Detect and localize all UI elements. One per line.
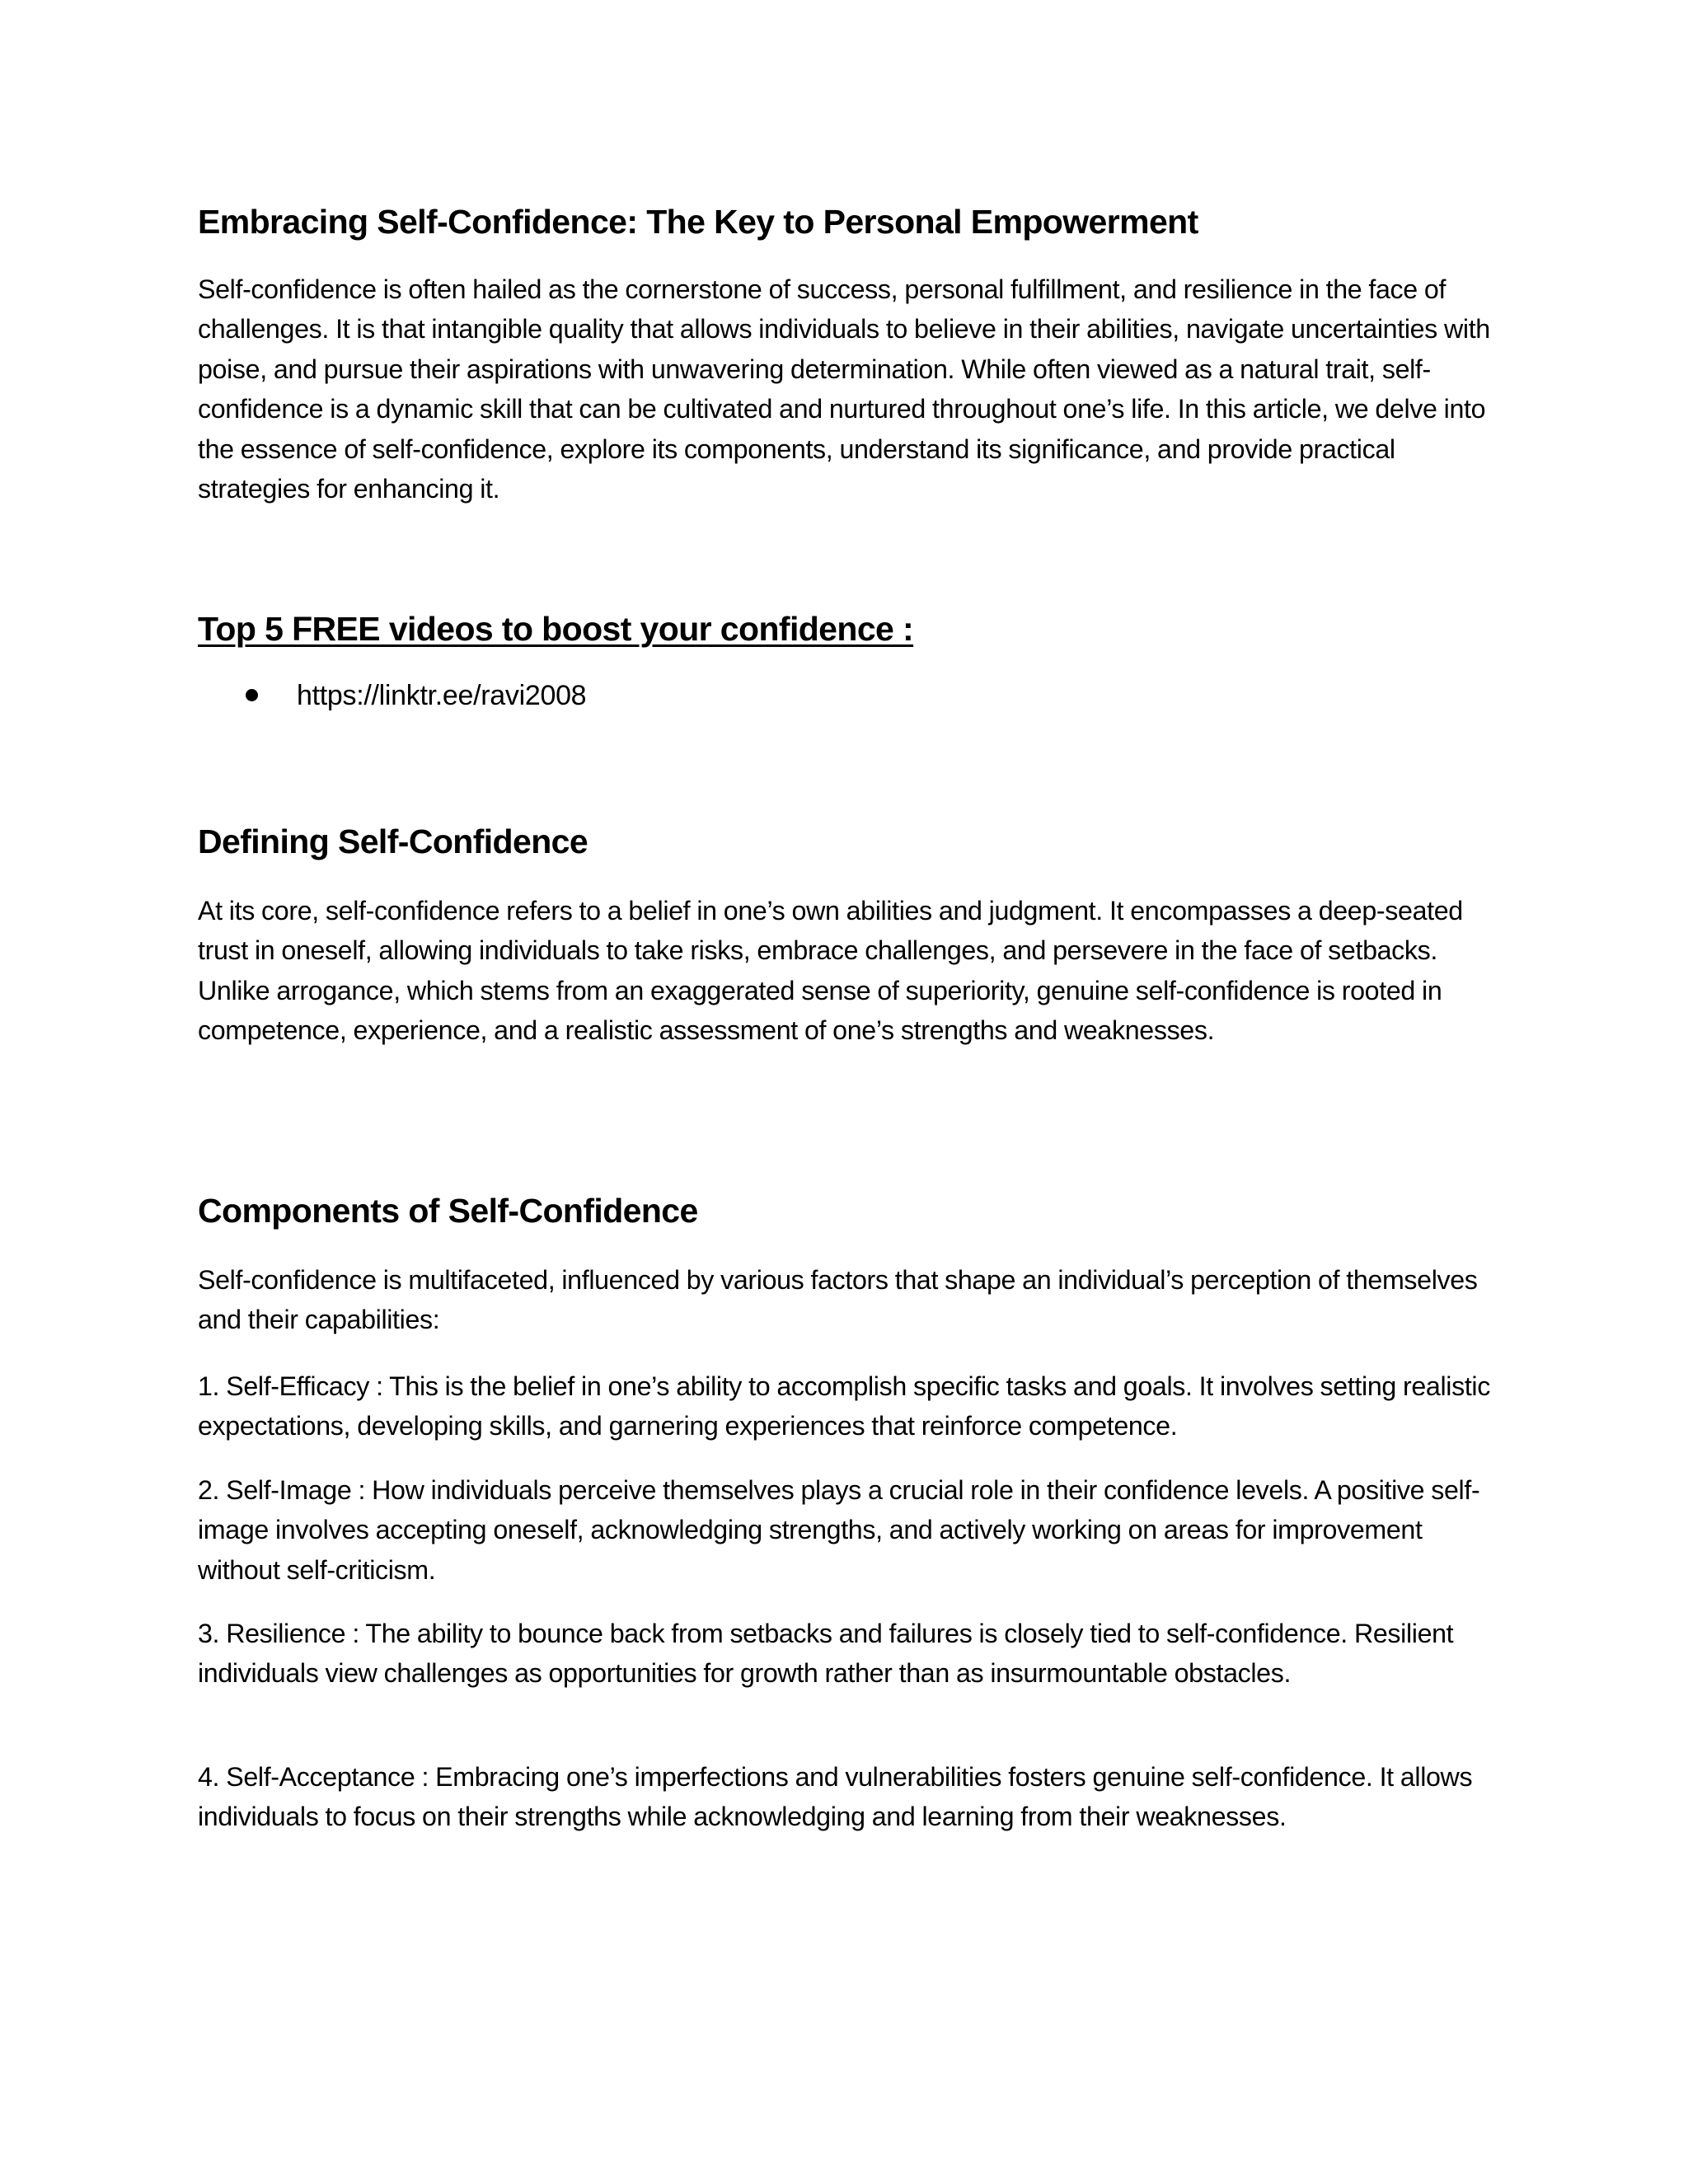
video-link[interactable]: https://linktr.ee/ravi2008 xyxy=(297,680,587,711)
bullet-icon xyxy=(246,689,258,701)
component-resilience: 3. Resilience : The ability to bounce back from setbacks and failures is closely tied to self-confidence. Resilient individuals view challenges as opportunities for growth rather than as insurmountable obstacles. xyxy=(198,1619,1454,1689)
defining-heading: Defining Self-Confidence xyxy=(198,823,588,860)
components-intro: Self-confidence is multifaceted, influenced by various factors that shape an individual’s perception of themselves and their capabilities: xyxy=(198,1265,1478,1335)
intro-paragraph: Self-confidence is often hailed as the cornerstone of success, personal fulfillment, and resilience in the face of challenges. It is that intangible quality that allows individuals to believe in their abilities, navigate uncertainties with poise, and pursue their aspirations with unwavering determination. While often viewed as a natural trait, self-confidence is a dynamic skill that can be cultivated and nurtured throughout one’s life. In this article, we delve into the essence of self-confidence, explore its components, understand its significance, and provide practical strategies for enhancing it. xyxy=(198,274,1490,504)
videos-heading: Top 5 FREE videos to boost your confidence : xyxy=(198,610,914,648)
components-heading: Components of Self-Confidence xyxy=(198,1192,698,1230)
component-self-acceptance: 4. Self-Acceptance : Embracing one’s imperfections and vulnerabilities fosters genuine self-confidence. It allows individuals to focus on their strengths while acknowledging and learning from their weaknesses. xyxy=(198,1762,1473,1832)
component-self-image: 2. Self-Image : How individuals perceive themselves plays a crucial role in their confidence levels. A positive self-image involves accepting oneself, acknowledging strengths, and actively working on areas for improvement without self-criticism. xyxy=(198,1475,1480,1585)
component-self-efficacy: 1. Self-Efficacy : This is the belief in one’s ability to accomplish specific tasks and goals. It involves setting realistic expectations, developing skills, and garnering experiences that reinforce competence. xyxy=(198,1371,1490,1441)
list-item xyxy=(198,676,586,715)
video-links-list xyxy=(198,676,586,715)
defining-paragraph: At its core, self-confidence refers to a belief in one’s own abilities and judgment. It encompasses a deep-seated trust in oneself, allowing individuals to take risks, embrace challenges, and persevere in the face of setbacks. Unlike arrogance, which stems from an exaggerated sense of superiority, genuine self-confidence is rooted in competence, experience, and a realistic assessment of one’s strengths and weaknesses. xyxy=(198,896,1463,1046)
article-title: Embracing Self-Confidence: The Key to Personal Empowerment xyxy=(198,203,1198,241)
